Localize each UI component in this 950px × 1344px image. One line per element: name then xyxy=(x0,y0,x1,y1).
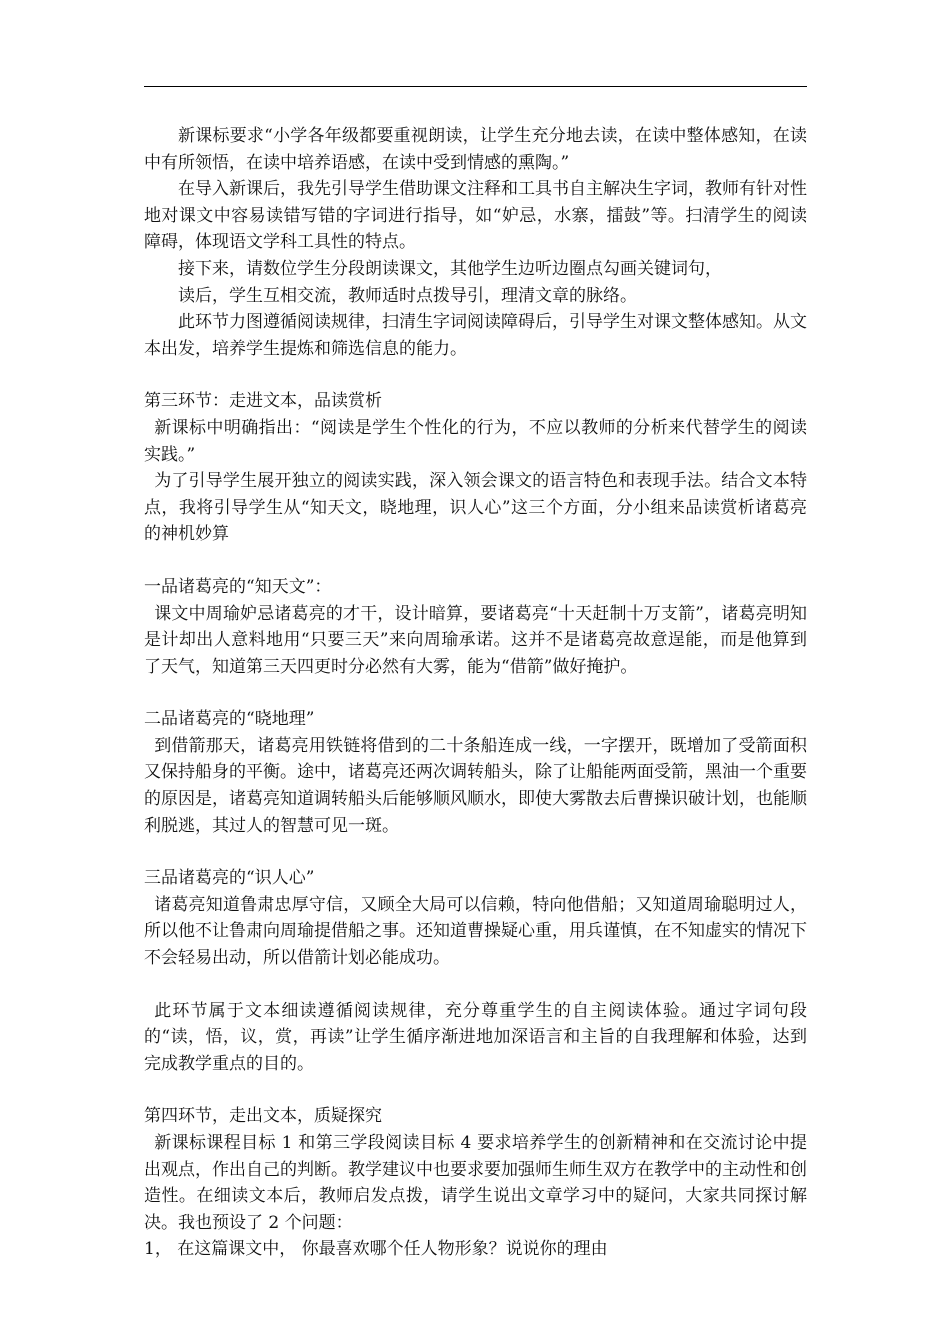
paragraph-read-aloud: 接下来，请数位学生分段朗读课文，其他学生边听边圈点勾画关键词句， xyxy=(178,258,722,279)
spacer xyxy=(144,362,807,388)
document-body xyxy=(144,123,807,1263)
spacer xyxy=(144,839,807,865)
paragraph-standard-quote: 新课标中明确指出：“阅读是学生个性化的行为，不应以教师的分析来代替学生的阅读实践。” xyxy=(144,417,807,465)
spacer xyxy=(144,972,807,998)
paragraph-reading-standard: 新课标要求“小学各年级都要重视朗读，让学生充分地去读，在读中整体感知，在读中有所领悟，在读中培养语感，在读中受到情感的熏陶。” xyxy=(144,126,807,173)
subheading-human-nature: 三品诸葛亮的“识人心” xyxy=(144,868,315,889)
subheading-astronomy: 一品诸葛亮的“知天文”： xyxy=(144,576,332,597)
paragraph-guidance: 为了引导学生展开独立的阅读实践，深入领会课文的语言特色和表现手法。结合文本特点，我将引导学生从“知天文，晓地理，识人心”这三个方面，分小组来品读赏析诸葛亮的神机妙算 xyxy=(144,471,807,545)
paragraph-exchange: 读后，学生互相交流，教师适时点拨导引，理清文章的脉络。 xyxy=(178,285,637,306)
header-rule xyxy=(144,86,807,87)
paragraph-astronomy: 课文中周瑜妒忌诸葛亮的才干，设计暗算，要诸葛亮“十天赶制十万支箭”，诸葛亮明知是计却出人意料地用“只要三天”来向周瑜承诺。这并不是诸葛亮故意逞能，而是他算到了天气，知道第三天四更时分必然有大雾，能为“借箭”做好掩护。 xyxy=(144,603,807,677)
section-heading-stage-three: 第三环节：走进文本，品读赏析 xyxy=(144,391,382,412)
spacer xyxy=(144,1077,807,1103)
paragraph-human-nature: 诸葛亮知道鲁肃忠厚守信，又顾全大局可以信赖，特向他借船；又知道周瑜聪明过人，所以他不让鲁肃向周瑜提借船之事。还知道曹操疑心重，用兵谨慎，在不知虚实的情况下不会轻易出动，所以借箭计划必能成功。 xyxy=(144,894,807,969)
paragraph-stage-summary: 此环节力图遵循阅读规律，扫清生字词阅读障碍后，引导学生对课文整体感知。从文本出发，培养学生提炼和筛选信息的能力。 xyxy=(144,312,807,359)
paragraph-geography: 到借箭那天，诸葛亮用铁链将借到的二十条船连成一线，一字摆开，既增加了受箭面积又保持船身的平衡。途中，诸葛亮还两次调转船头，除了让船能两面受箭，黑油一个重要的原因是，诸葛亮知道调转船头后能够顺风顺水，即使大雾散去后曹操识破计划，也能顺利脱逃，其过人的智慧可见一斑。 xyxy=(144,735,807,836)
section-heading-stage-four: 第四环节，走出文本，质疑探究 xyxy=(144,1106,382,1127)
spacer xyxy=(144,548,807,574)
paragraph-stage-three-summary: 此环节属于文本细读遵循阅读规律，充分尊重学生的自主阅读体验。通过字词句段的“读，悟，议，赏，再读”让学生循序渐进地加深语言和主旨的自我理解和体验，达到完成教学重点的目的。 xyxy=(144,1000,807,1074)
paragraph-curriculum-goals: 新课标课程目标 1 和第三学段阅读目标 4 要求培养学生的创新精神和在交流讨论中提出观点，作出自己的判断。教学建议中也要求要加强师生师生双方在教学中的主动性和创造性。在细读文本后，教师启发点拨，请学生说出文章学习中的疑问，大家共同探讨解决。我也预设了 2 个问题： xyxy=(144,1133,807,1233)
spacer xyxy=(144,680,807,706)
subheading-geography: 二品诸葛亮的“晓地理” xyxy=(144,709,315,730)
paragraph-new-words: 在导入新课后，我先引导学生借助课文注释和工具书自主解决生字词，教师有针对性地对课文中容易读错写错的字词进行指导，如“妒忌，水寨，擂鼓”等。扫清学生的阅读障碍，体现语文学科工具性的特点。 xyxy=(144,179,807,253)
list-item-question-1: 1， 在这篇课文中， 你最喜欢哪个任人物形象？说说你的理由 xyxy=(144,1239,608,1260)
